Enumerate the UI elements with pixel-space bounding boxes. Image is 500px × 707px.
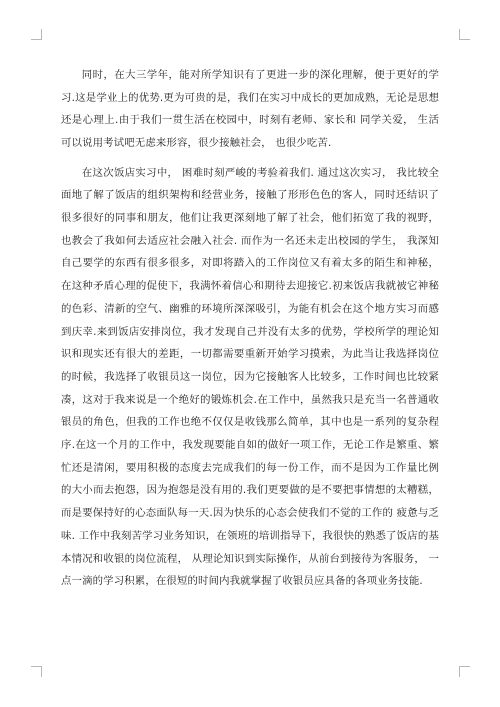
crop-mark-bottom-left bbox=[31, 666, 42, 677]
crop-mark-top-left bbox=[31, 29, 42, 40]
crop-mark-top-right bbox=[459, 29, 470, 40]
paragraph-1: 同时，在大三学年，能对所学知识有了更进一步的深化理解，便于更好的学习.这是学业上的优势.更为可贵的是，我们在实习中成长的更加成熟，无论是思想还是心理上.由于我们一贯生活在校园中，时刻有老师、家长和 同学关爱， 生活可以说用考试吧无虑来形容，很少接触社会， 也很少吃苦. bbox=[61, 69, 439, 150]
crop-mark-bottom-right bbox=[459, 666, 470, 677]
document-body bbox=[61, 64, 439, 600]
paragraph-2: 在这次饭店实习中， 困难时刻严峻的考验着我们. 通过这次实习， 我比较全面地了解了饭店的组织架构和经营业务，接触了形形色色的客人，同时还结识了很多很好的同事和朋友，他们让我更深刻地了解了社会，他们拓宽了我的视野，也教会了我如何去适应社会融入社会. 而作为一名还未走出校园的学生， 我深知自己要学的东西有很多很多，对即将踏入的工作岗位又有着太多的陌生和神秘，在这种矛盾心理的促使下，我满怀着信心和期待去迎接它.初来饭店我就被它神秘的色彩、清新的空气、幽雅的环境所深深吸引，为能有机会在这个地方实习而感到庆幸.来到饭店安排岗位，我才发现自己并没有太多的优势，学校所学的理论知识和现实还有很大的差距，一切都需要重新开始学习摸索，为此当让我选择岗位的时候，我选择了收银员这一岗位，因为它接触客人比较多，工作时间也比较紧凑，这对于我来说是一个绝好的锻炼机会.在工作中，虽然我只是充当一名普通收银员的角色，但我的工作也绝不仅仅是收钱那么简单，其中也是一系列的复杂程序.在这一个月的工作中，我发现要能自如的做好一项工作，无论工作是繁重、繁忙还是清闲，要用积极的态度去完成我们的每一份工作，而不是因为工作量比例的大小而去抱怨，因为抱怨是没有用的.我们更要做的是不要把事情想的太糟糕， 而是要保持好的心态面队每一天.因为快乐的心态会使我们不觉的工作的 疲惫与乏味. 工作中我刻苦学习业务知识，在领班的培训指导下，我很快的熟悉了饭店的基本情况和收银的岗位流程， 从理论知识到实际操作，从前台到接待为客服务， 一点一滴的学习积累，在很短的时间内我就掌握了收银员应具备的各项业务技能. bbox=[61, 166, 439, 588]
